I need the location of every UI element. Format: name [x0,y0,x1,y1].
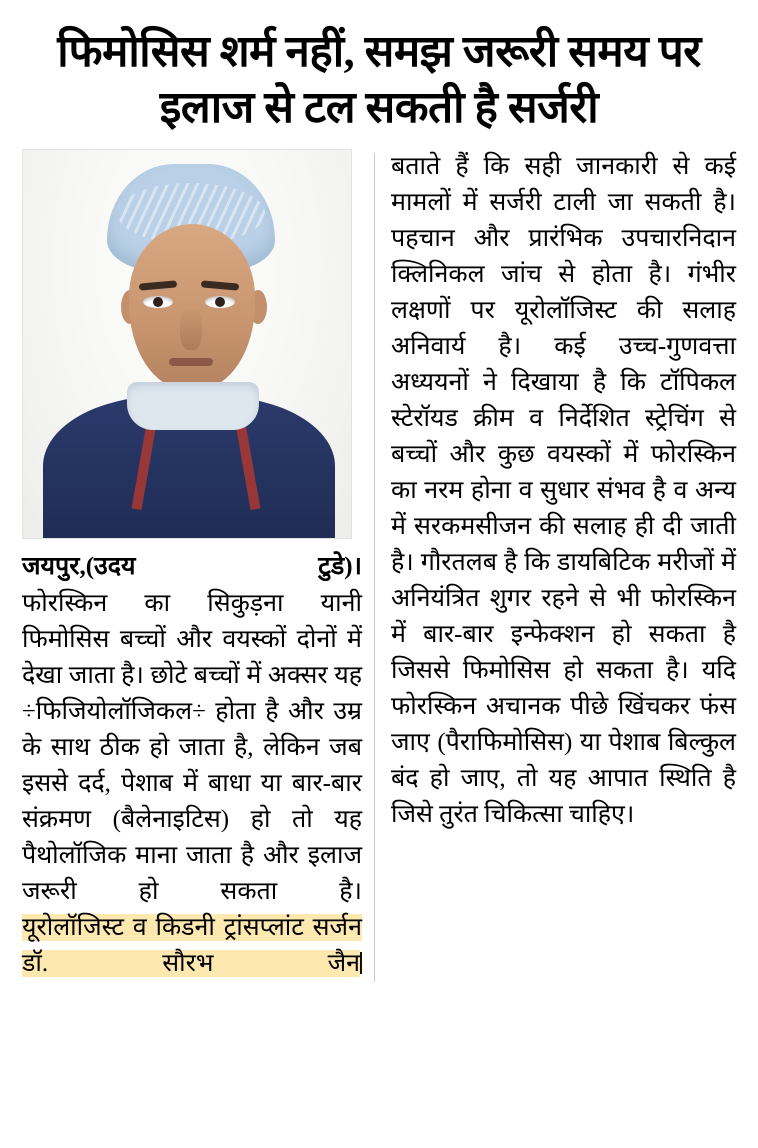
mouth [169,358,213,366]
article-body [22,149,736,983]
text-caret [360,952,362,974]
eye-left [143,296,173,308]
nose [180,308,202,350]
right-column [375,149,736,833]
surgical-mask-icon [127,382,259,430]
left-column [22,149,374,983]
highlighted-doctor-name: यूरोलॉजिस्ट व किडनी ट्रांसप्लांट सर्जन डॉ. सौरभ जैन [22,914,362,978]
page-title: फिमोसिस शर्म नहीं, समझ जरूरी समय पर इलाज से टल सकती है सर्जरी [57,27,701,133]
right-column-paragraph: बताते हैं कि सही जानकारी से कई मामलों में सर्जरी टाली जा सकती है।पहचान और प्रारंभिक उपचारनिदान क्लिनिकल जांच से होता है। गंभीर लक्षणों पर यूरोलॉजिस्ट की सलाह अनिवार्य है। कई उच्च-गुणवत्ता अध्ययनों ने दिखाया है कि टॉपिकल स्टेरॉयड क्रीम व निर्देशित स्ट्रेचिंग से बच्चों और कुछ वयस्कों में फोरस्किन का नरम होना व सुधार संभव है व अन्य में सरकमसीजन की सलाह ही दी जाती है। गौरतलब है कि डायबिटिक मरीजों में अनियंत्रित शुगर रहने से भी फोरस्किन में बार-बार इन्फेक्शन हो सकता है जिससे फिमोसिस हो सकता है। यदि फोरस्किन अचानक पीछे खिंचकर फंस जाए (पैराफिमोसिस) या पेशाब बिल्कुल बंद हो जाए, तो यह आपात स्थिति है जिसे तुरंत चिकित्सा चाहिए। [391,152,736,828]
left-column-highlighted-paragraph [22,910,362,982]
article-photo [22,149,352,539]
eye-right [205,296,235,308]
left-column-paragraph: फोरस्किन का सिकुड़ना यानी फिमोसिस बच्चों और वयस्कों दोनों में देखा जाता है। छोटे बच्चों में अक्सर यह ÷फिजियोलॉजिकल÷ होता है और उम्र के साथ ठीक हो जाता है, लेकिन जब इससे दर्द, पेशाब में बाधा या बार-बार संक्रमण (बैलेनाइटिस) हो तो यह पैथोलॉजिक माना जाता है और इलाज जरूरी हो सकता है। [22,590,362,906]
dateline: जयपुर,(उदय टुडे)। [22,552,362,580]
